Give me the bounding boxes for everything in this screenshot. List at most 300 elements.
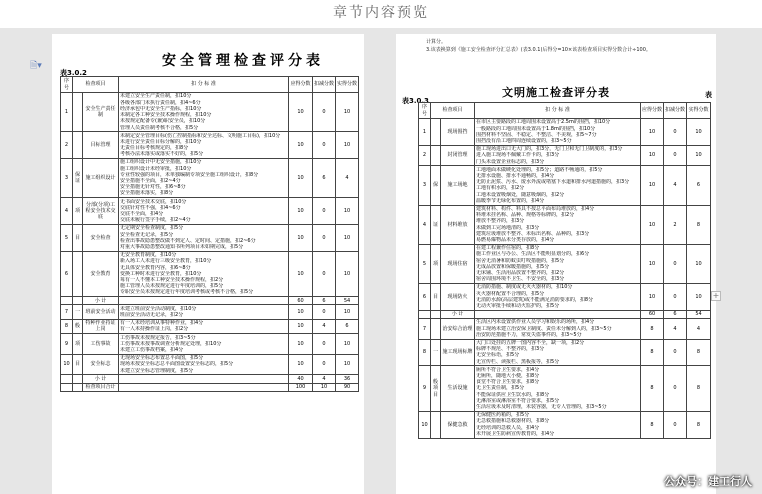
table-row [419, 339, 711, 366]
row-group: 一 [431, 339, 441, 366]
criteria-line: 建筑垃圾堆放不整齐、未标出名称、品种的，扣3分 [476, 230, 590, 237]
row-got: 36 [336, 375, 359, 383]
row-got: 8 [687, 366, 711, 411]
criteria-line: 无急救措施和急救器材的，扣8分 [476, 418, 550, 425]
row-got: 54 [687, 310, 711, 318]
criteria-line: 对重大事故隐患整改通知书所列项目未如期完成，扣5分 [120, 244, 244, 251]
row-got: 10 [336, 93, 359, 132]
criteria-line: 安全措施无针对性，扣6~8分 [120, 184, 186, 191]
criteria-line: 工地未设置吸烟处，随意吸烟的，扣2分 [476, 191, 565, 198]
row-due: 100 [289, 383, 313, 391]
row-group [73, 251, 83, 296]
page-2-title: 文明施工检查评分表 [502, 86, 610, 99]
row-item: 安全生产责任制 [83, 93, 119, 132]
criteria-line: 无厕所，随地大小便，扣8分 [476, 373, 540, 380]
row-got: 4 [336, 158, 359, 197]
row-got: 10 [336, 305, 359, 319]
criteria-line: 施工组织设计未经审批，扣10分 [120, 165, 192, 172]
table-row [419, 310, 711, 318]
row-criteria [475, 205, 641, 244]
criteria-line: 管理人员责任制考核不合格，扣5分 [120, 124, 199, 131]
row-item: 生活设施 [441, 366, 475, 411]
row-got: 10 [336, 354, 359, 375]
row-due: 8 [641, 339, 664, 366]
row-group: 目 [73, 354, 83, 375]
row-due: 10 [641, 119, 664, 146]
row-due: 10 [289, 251, 313, 296]
row-criteria [475, 339, 641, 366]
row-seq: 10 [419, 411, 431, 438]
criteria-line: 交底不全面，扣4分 [120, 211, 164, 218]
row-criteria [119, 319, 289, 333]
criteria-line: 施工现场未建立治安保卫制度、责任未分解到人的，扣3~5分 [476, 325, 612, 332]
criteria-line: 围挡没有沿工地四周连续设置的，扣3~5分 [476, 138, 572, 145]
row-item: 现场防火 [441, 283, 475, 310]
row-criteria [119, 305, 289, 319]
row-deduct: 6 [664, 310, 687, 318]
row-item: 施工场地 [441, 166, 475, 205]
page-2-note-2: 3.该表换算到《施工安全检查评分汇总表》(表3.0.1)后得分=10×该表检查项目实得分数合计÷100。 [426, 47, 651, 53]
criteria-line: 未开展卫生防病宣传教育的，扣4分 [476, 430, 555, 437]
row-got: 10 [336, 132, 359, 159]
row-group [73, 383, 83, 391]
criteria-line: 门头未设置企业标志的，扣3分 [476, 158, 545, 165]
row-due: 40 [289, 375, 313, 383]
row-got: 10 [687, 283, 711, 310]
row-seq: 5 [61, 224, 73, 251]
row-item: 封闭管理 [441, 145, 475, 166]
criteria-line: 安全措施未落实，扣8分 [120, 190, 174, 197]
criteria-line: 未建立班前安全活动制度，扣10分 [120, 305, 197, 312]
table-row [419, 145, 711, 166]
criteria-line: 各级各部门未执行责任制，扣4~6分 [120, 99, 201, 106]
criteria-line: 无消防措施、制度或无灭火器材的，扣10分 [476, 284, 573, 291]
row-group: 目 [431, 283, 441, 310]
criteria-line: 易燃易爆物品未分类存放的，扣4分 [476, 237, 555, 244]
row-got: 10 [687, 145, 711, 166]
table-row [419, 318, 711, 339]
row-deduct: 0 [664, 145, 687, 166]
criteria-line: 生活区内未设置供作业人员学习和娱乐的场所，扣4分 [476, 319, 595, 326]
table-row [61, 305, 359, 319]
row-item: 安全检查 [83, 224, 119, 251]
row-criteria [119, 158, 289, 197]
row-group: 般 [73, 319, 83, 333]
civilized-construction-table [418, 102, 711, 439]
row-item: 施工组织设计 [83, 158, 119, 197]
table-row [61, 375, 359, 383]
criteria-line: 无消防水源(高层建筑)或不能满足消防要求的，扣8分 [476, 296, 594, 303]
row-group [73, 375, 83, 383]
criteria-line: 工伤事故未按事故调查分析规定处理，扣10分 [120, 340, 222, 347]
criteria-line: 食堂不符合卫生要求，扣8分 [476, 379, 540, 386]
criteria-line: 每有一人不懂本工种安全技术操作规程，扣2分 [120, 277, 224, 284]
row-deduct: 4 [664, 318, 687, 339]
criteria-line: 施工作业区与办公、生活区不能明显划分的，扣6分 [476, 251, 590, 258]
row-seq: 2 [419, 145, 431, 166]
row-got: 10 [336, 334, 359, 355]
criteria-line: 专职安全员未按规定进行年度培训考核或考核不合格，扣5分 [120, 289, 254, 296]
table-row [61, 132, 359, 159]
row-criteria [475, 119, 641, 146]
column-header-item: 检查项目 [73, 77, 119, 93]
row-due: 10 [289, 158, 313, 197]
row-due: 10 [289, 305, 313, 319]
criteria-line: 无床铺、生活用品放置不整齐的，扣2分 [476, 270, 565, 277]
row-criteria [475, 366, 641, 411]
row-item: 分部(分项)工程安全技术交底 [83, 198, 119, 225]
row-group [73, 297, 83, 305]
row-group: 项 [431, 244, 441, 283]
row-seq: 6 [61, 251, 73, 296]
row-group [73, 132, 83, 159]
row-group [431, 411, 441, 438]
criteria-line: 无具体安全教育内容，扣6~8分 [120, 264, 191, 271]
criteria-line: 无成品放置和保暖措施的，扣5分 [476, 263, 550, 270]
criteria-line: 一般路段的工地周围未设置高于1.8m的围挡，扣10分 [476, 125, 596, 132]
table-row [61, 383, 359, 391]
criteria-line: 工地有积水的，扣2分 [476, 185, 525, 192]
row-got: 10 [336, 251, 359, 296]
table-row [419, 366, 711, 411]
criteria-line: 无保健医药箱的，扣5分 [476, 412, 530, 419]
table-row [61, 334, 359, 355]
criteria-line: 未按规定配备专(兼)职安全员，扣10分 [120, 118, 206, 125]
row-criteria [119, 334, 289, 355]
criteria-line: 检查出事故隐患整改做不到定人、定时间、定措施，扣2~6分 [120, 237, 256, 244]
page-1-table-label: 表3.0.2 [60, 69, 87, 77]
row-deduct: 4 [313, 319, 336, 333]
criteria-line: 新入场工人未进行三级安全教育，扣10分 [120, 258, 212, 265]
row-seq: 4 [61, 198, 73, 225]
row-due: 60 [641, 310, 664, 318]
row-deduct: 0 [313, 132, 336, 159]
criteria-line: 堆放不整齐的，扣3分 [476, 218, 525, 225]
criteria-line: 专业性较强的项目，未单独编制专项安全施工组织设计，扣8分 [120, 171, 259, 178]
column-header-seq: 序号 [419, 103, 431, 119]
row-got: 4 [687, 318, 711, 339]
row-deduct: 0 [664, 119, 687, 146]
table-row [61, 158, 359, 197]
page-1-title: 安全管理检查评分表 [162, 53, 324, 69]
criteria-line: 宿舍无消暑和防蚊虫叮咬措施的，扣5分 [476, 257, 565, 264]
criteria-line: 未建立安全生产责任制，扣10分 [120, 93, 192, 100]
criteria-line: 工地地面未做硬化处理的，扣5分；道路不畅通的，扣5分 [476, 166, 603, 173]
row-due: 10 [289, 132, 313, 159]
row-seq: 10 [61, 354, 73, 375]
criteria-line: 经济承包中无安全生产指标，扣10分 [120, 105, 202, 112]
column-header-criteria: 扣 分 标 准 [475, 103, 641, 119]
criteria-line: 无卫生责任制，扣5分 [476, 385, 525, 392]
row-seq [419, 310, 431, 318]
row-seq: 5 [419, 244, 431, 283]
row-deduct: 0 [664, 411, 687, 438]
row-item: 材料堆放 [441, 205, 475, 244]
row-deduct: 0 [664, 244, 687, 283]
criteria-line: 无安全教育制度，扣10分 [120, 252, 177, 259]
row-criteria [119, 297, 289, 305]
row-criteria [475, 166, 641, 205]
criteria-line: 未建立工伤事故档案，扣4分 [120, 347, 184, 354]
row-seq: 9 [419, 366, 431, 411]
table-row [61, 297, 359, 305]
row-got: 54 [336, 297, 359, 305]
row-due: 8 [641, 411, 664, 438]
criteria-line: 生活垃圾未及时清理，未装容器，无专人管理的，扣3~5分 [476, 404, 607, 411]
criteria-line: 安全措施不全面，扣2~4分 [120, 178, 181, 185]
row-deduct: 6 [313, 158, 336, 197]
row-due: 8 [641, 366, 664, 411]
row-item: 现场围挡 [441, 119, 475, 146]
row-seq: 1 [61, 93, 73, 132]
criteria-line: 无宣传栏、读报栏、黑板报等，扣5分 [476, 358, 560, 365]
column-header-got: 实得分数 [336, 77, 359, 93]
row-got: 6 [687, 166, 711, 205]
row-due: 10 [289, 354, 313, 375]
row-criteria [119, 132, 289, 159]
row-got: 10 [336, 224, 359, 251]
row-group: 证 [431, 205, 441, 244]
column-header-due: 应得分数 [641, 103, 664, 119]
row-criteria [475, 244, 641, 283]
row-got: 8 [687, 339, 711, 366]
criteria-line: 施工管理人员未按规定进行年度培训的，扣5分 [120, 283, 224, 290]
row-seq: 7 [419, 318, 431, 339]
row-deduct: 6 [313, 297, 336, 305]
table-row [61, 251, 359, 296]
row-item: 治安综合治理 [441, 318, 475, 339]
row-criteria [119, 251, 289, 296]
row-criteria [475, 145, 641, 166]
page-2 [396, 34, 716, 494]
criteria-line: 建筑材料、构件、料具不按总平面布局堆放的，扣4分 [476, 206, 595, 213]
criteria-line: 工伤事故未按规定报告，扣3~5分 [120, 334, 196, 341]
row-group: 项 [73, 334, 83, 355]
row-deduct: 0 [313, 224, 336, 251]
criteria-line: 变换工种时未进行安全教育，扣10分 [120, 270, 202, 277]
criteria-line: 无责任目标考核规定的，扣8分 [120, 145, 189, 152]
row-deduct: 0 [313, 305, 336, 319]
criteria-line: 进入施工现场不佩戴工作卡的，扣3分 [476, 152, 560, 159]
table-row [419, 411, 711, 438]
criteria-line: 现场未按安全标志总平面图设置安全标志的，扣5分 [120, 361, 234, 368]
safety-management-table [60, 76, 359, 392]
row-due: 10 [289, 224, 313, 251]
criteria-line: 温暖季节无绿化布置的，扣4分 [476, 197, 545, 204]
row-due: 10 [641, 145, 664, 166]
row-seq: 6 [419, 283, 431, 310]
row-deduct: 2 [664, 205, 687, 244]
row-criteria [119, 375, 289, 383]
row-due: 60 [289, 297, 313, 305]
row-group [431, 119, 441, 146]
row-due: 10 [641, 244, 664, 283]
row-due: 10 [641, 205, 664, 244]
row-seq: 9 [61, 334, 73, 355]
row-item: 小 计 [441, 310, 475, 318]
document-icon[interactable]: 🗎▾ [30, 61, 42, 71]
row-criteria [119, 198, 289, 225]
row-item: 检查项目合计 [83, 383, 119, 391]
row-got: 10 [336, 198, 359, 225]
row-seq [61, 297, 73, 305]
criteria-line: 治安防范措施不力，常发失盗事件的，扣3~5分 [476, 331, 582, 338]
row-due: 10 [289, 334, 313, 355]
row-got: 10 [687, 244, 711, 283]
row-deduct: 4 [313, 375, 336, 383]
row-seq [61, 375, 73, 383]
row-item: 施工现场标牌 [441, 339, 475, 366]
column-header-criteria: 扣 分 标 准 [119, 77, 289, 93]
row-deduct: 0 [664, 339, 687, 366]
criteria-line: 在建工程兼作住宿的，扣8分 [476, 245, 540, 252]
row-item: 工伤事故 [83, 334, 119, 355]
criteria-line: 未制定各工种安全技术操作规程，扣10分 [120, 112, 212, 119]
criteria-line: 无书面安全技术交底，扣10分 [120, 198, 187, 205]
row-group: 一 [73, 305, 83, 319]
row-due: 10 [641, 166, 664, 205]
row-due: 10 [289, 198, 313, 225]
row-due: 10 [289, 93, 313, 132]
column-header-deduct: 扣减分数 [664, 103, 687, 119]
watermark: 公众号：建工行人 [664, 475, 752, 488]
row-got: 90 [336, 383, 359, 391]
column-header-item: 检查项目 [431, 103, 475, 119]
criteria-line: 无防止泥浆、污水、废水外流或堵塞下水道和排水河道措施的，扣3分 [476, 179, 630, 186]
row-got: 10 [687, 119, 711, 146]
criteria-line: 有一人未经培训从事特种作业，扣4分 [120, 320, 204, 327]
row-group [431, 145, 441, 166]
criteria-line: 料堆未挂名称、品种、规格等标牌的，扣2分 [476, 212, 575, 219]
row-seq: 3 [419, 166, 431, 205]
row-item: 保健急救 [441, 411, 475, 438]
table-row [419, 119, 711, 146]
column-header-seq: 序号 [61, 77, 73, 93]
row-item: 安全教育 [83, 251, 119, 296]
row-seq: 8 [61, 319, 73, 333]
criteria-line: 标牌不规范、不整齐的，扣3分 [476, 346, 545, 353]
table-row [419, 205, 711, 244]
row-group: 目 [73, 224, 83, 251]
row-group: 保 [431, 166, 441, 205]
row-deduct: 0 [313, 354, 336, 375]
expand-icon[interactable]: + [712, 291, 720, 300]
row-criteria [475, 318, 641, 339]
criteria-line: 交底针对性不强，扣4~6分 [120, 204, 181, 211]
page-2-table-label: 表3.0.3 [402, 97, 429, 105]
column-header-due: 应得分数 [289, 77, 313, 93]
row-criteria [119, 383, 289, 391]
criteria-line: 未建立安全标志管理制度，扣5分 [120, 367, 194, 374]
row-item: 安全标志 [83, 354, 119, 375]
criteria-line: 无安全标语，扣5分 [476, 352, 520, 359]
row-got: 6 [336, 319, 359, 333]
row-due: 10 [289, 319, 313, 333]
criteria-line: 无排水设施、排水不通畅的，扣4分 [476, 173, 555, 180]
criteria-line: 施工组织设计中无安全措施，扣10分 [120, 159, 202, 166]
table-row [419, 244, 711, 283]
criteria-line: 厕所不符合卫生要求，扣4分 [476, 366, 540, 373]
page-2-side-char: 表 [705, 91, 712, 99]
page-2-note-1: 计算分。 [426, 39, 447, 45]
row-group [73, 93, 83, 132]
criteria-line: 未做到工完场地清的，扣3分 [476, 224, 540, 231]
row-deduct: 0 [313, 251, 336, 296]
row-seq: 4 [419, 205, 431, 244]
row-item: 小 计 [83, 375, 119, 383]
row-due: 10 [641, 283, 664, 310]
column-header-got: 实得分数 [687, 103, 711, 119]
row-deduct: 0 [664, 283, 687, 310]
row-criteria [475, 310, 641, 318]
row-criteria [119, 93, 289, 132]
criteria-line: 未进行安全责任目标分解的，扣10分 [120, 138, 202, 145]
table-row [419, 166, 711, 205]
criteria-line: 未制定安全管理目标(伤亡控制指标和安全达标、文明施工目标)，扣10分 [120, 132, 281, 139]
row-deduct: 4 [664, 166, 687, 205]
criteria-line: 大门口处挂的五牌一图内容不全，缺一项，扣2分 [476, 340, 585, 347]
criteria-line: 安全检查无记录，扣5分 [120, 231, 174, 238]
preview-header: 章节内容预览 [0, 0, 762, 28]
criteria-line: 不能保证供应卫生饮水的，扣8分 [476, 391, 550, 398]
row-deduct: 10 [313, 383, 336, 391]
row-seq: 8 [419, 339, 431, 366]
table-row [419, 283, 711, 310]
row-item: 目标管理 [83, 132, 119, 159]
row-seq: 7 [61, 305, 73, 319]
row-item: 现场住宿 [441, 244, 475, 283]
row-group: 项 [73, 198, 83, 225]
row-deduct: 0 [313, 198, 336, 225]
column-header-deduct: 扣减分数 [313, 77, 336, 93]
table-row [61, 354, 359, 375]
row-due: 8 [641, 318, 664, 339]
criteria-line: 有一人未持操作证上岗，扣2分 [120, 326, 189, 333]
row-deduct: 0 [664, 366, 687, 411]
criteria-line: 灭火器材配置不合理的，扣5分 [476, 290, 545, 297]
row-criteria [119, 224, 289, 251]
criteria-line: 围挡材料不坚固、不稳定、不整洁、不美观，扣5~7分 [476, 131, 597, 138]
criteria-line: 施工现场进出口无大门的，扣3分，无门卫和无门卫制度的，扣3分 [476, 146, 623, 153]
table-row [61, 319, 359, 333]
row-criteria [119, 354, 289, 375]
criteria-line: 宿舍周围环境不卫生、不安全的，扣3分 [476, 276, 565, 283]
row-seq [61, 383, 73, 391]
table-row [61, 224, 359, 251]
criteria-line: 无经培训的急救人员，扣4分 [476, 424, 540, 431]
row-deduct: 0 [313, 334, 336, 355]
row-item: 特种作业持证上岗 [83, 319, 119, 333]
row-item: 小 计 [83, 297, 119, 305]
row-seq: 3 [61, 158, 73, 197]
table-row [61, 198, 359, 225]
criteria-line: 在市区主要路段的工地周围未设置高于2.5m的围挡，扣10分 [476, 119, 611, 126]
row-group: 保证 [73, 158, 83, 197]
criteria-line: 无动火审批手续和动火监护的，扣5分 [476, 303, 560, 310]
page-1 [52, 34, 364, 494]
row-got: 8 [687, 205, 711, 244]
row-item: 班前安全活动 [83, 305, 119, 319]
criteria-line: 无现场安全标志布置总平面图，扣5分 [120, 355, 204, 362]
row-criteria [475, 283, 641, 310]
row-seq: 2 [61, 132, 73, 159]
criteria-line: 无淋浴室或淋浴室不符合要求，扣5分 [476, 397, 560, 404]
criteria-line: 交底未履行签字手续，扣2~4分 [120, 217, 191, 224]
row-group [431, 310, 441, 318]
criteria-line: 班前安全活动无记录，扣2分 [120, 312, 184, 319]
row-deduct: 0 [313, 93, 336, 132]
row-group [431, 318, 441, 339]
